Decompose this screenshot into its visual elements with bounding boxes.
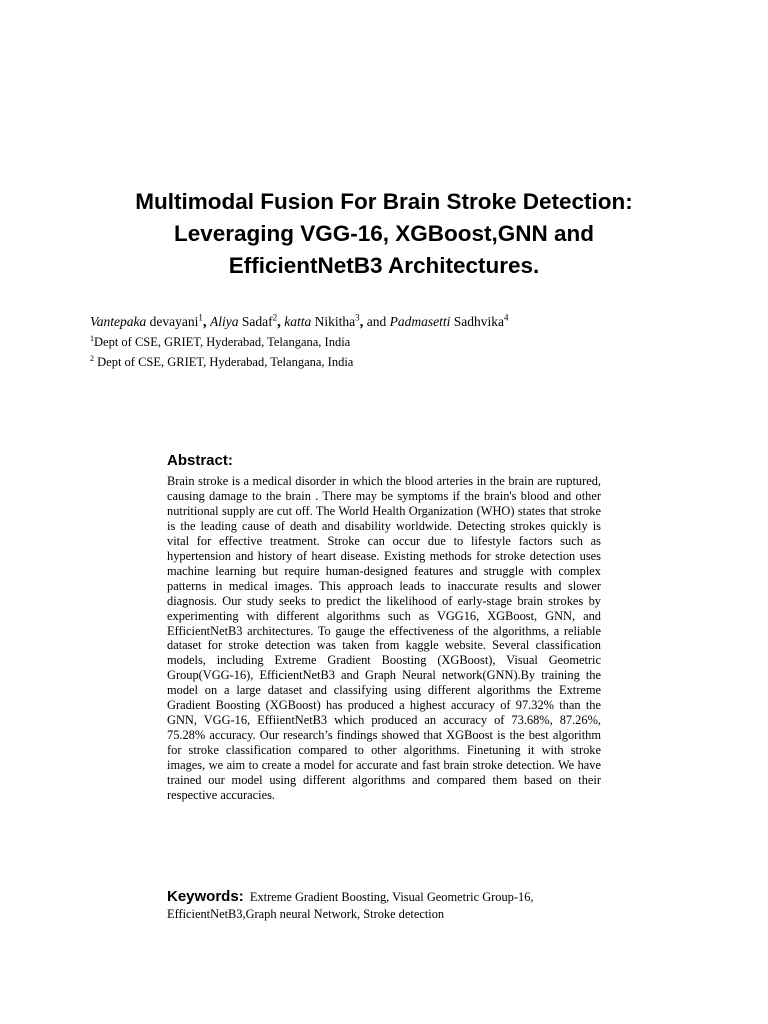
author-last-name: devayani (149, 314, 199, 329)
author-last-name: Nikitha (314, 314, 356, 329)
author-separator: , (202, 314, 207, 330)
title-line-1: Multimodal Fusion For Brain Stroke Detection: (135, 189, 633, 214)
author-affiliation-mark: 3 (355, 312, 360, 323)
abstract-body: Brain stroke is a medical disorder in which the blood arteries in the brain are ruptured, causing damage to the brain . There may be symptoms if the brain's blood and other nutritional supply are cut off. The World Health Organization (WHO) states that stroke is the leading cause of death and disability worldwide. Detecting strokes quickly is vital for effective treatment. Stroke can occur due to lifestyle factors such as hypertension and history of heart disease. Existing methods for stroke detection uses machine learning but require human-designed features and struggle with complex patterns in medical images. This approach leads to inaccurate results and slower diagnosis. Our study seeks to predict the likelihood of early-stage brain strokes by experimenting with different algorithms such as VGG16, XGBoost, GNN, and EfficientNetB3 architectures. To gauge the effectiveness of the algorithms, a reliable dataset for stroke detection was taken from kaggle website. Several classification models, including Extreme Gradient Boosting (XGBoost), Visual Geometric Group(VGG-16), EfficientNetB3 and Graph Neural network(GNN).By training the model on a large dataset and classifying using different algorithms the Extreme Gradient Boosting (XGBoost) has produced a highest accuracy of 97.32% than the GNN, VGG-16, EffiientNetB3 which produced an accuracy of 73.68%, 87.26%, 75.28% accuracy. Our research’s findings showed that XGBoost is the best algorithm for stroke classification compared to other algorithms. Finetuning it with stroke images, we aim to create a model for accurate and fast brain stroke detection. We have trained our model using different algorithms and compared them based on their respective accuracies. (167, 474, 601, 803)
author-3 (284, 314, 359, 329)
affiliation-mark: 2 (90, 353, 94, 363)
author-2 (210, 314, 277, 329)
author-first-name: Padmasetti (389, 314, 451, 329)
title-line-3: EfficientNetB3 Architectures. (228, 253, 540, 278)
keywords-section (167, 888, 601, 923)
abstract-heading: Abstract: (167, 452, 233, 469)
author-list (90, 313, 730, 331)
affiliation-2 (90, 354, 730, 370)
author-first-name: katta (284, 314, 312, 329)
author-separator: , (277, 314, 281, 330)
author-affiliation-mark: 4 (503, 312, 509, 323)
author-first-name: Aliya (209, 314, 239, 329)
author-affiliation-mark: 1 (198, 312, 203, 323)
affiliation-1 (90, 334, 730, 350)
affiliation-text: Dept of CSE, GRIET, Hyderabad, Telangana, India (94, 335, 351, 349)
title-line-2: Leveraging VGG-16, XGBoost,GNN and (173, 221, 595, 246)
author-1 (90, 314, 203, 329)
paper-title (60, 186, 708, 282)
author-conjunction: and (366, 314, 387, 329)
keywords-text: Extreme Gradient Boosting, Visual Geometric Group-16, EfficientNetB3,Graph neural Network, Stroke detection (167, 890, 534, 921)
author-separator: , (359, 314, 364, 330)
author-last-name: Sadaf (241, 314, 273, 329)
affiliation-text: Dept of CSE, GRIET, Hyderabad, Telangana, India (94, 355, 354, 369)
affiliation-mark: 1 (90, 333, 94, 343)
author-affiliation-mark: 2 (272, 312, 278, 323)
author-4 (390, 314, 509, 329)
author-last-name: Sadhvika (453, 314, 504, 329)
keywords-label: Keywords: (167, 888, 244, 905)
author-first-name: Vantepaka (90, 314, 147, 329)
